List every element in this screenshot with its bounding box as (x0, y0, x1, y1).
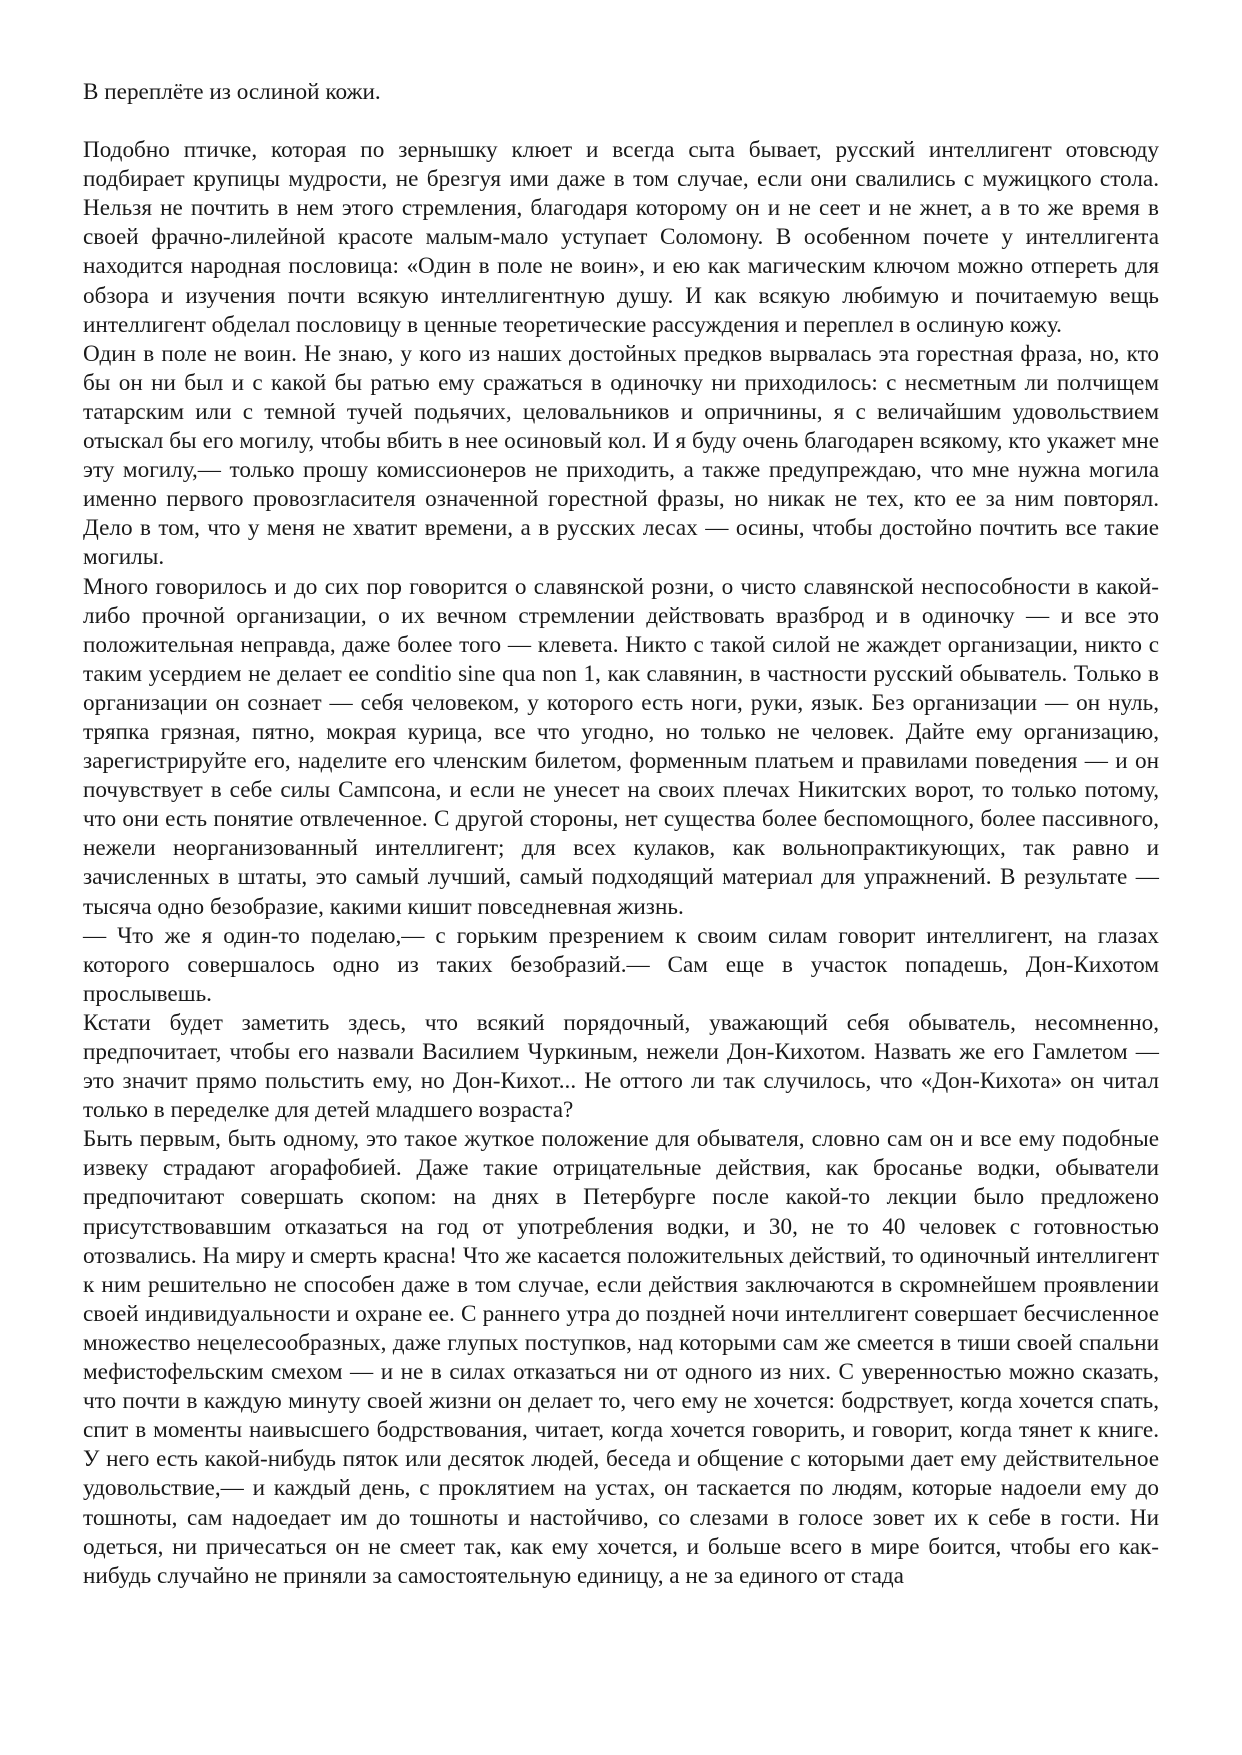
paragraph: Кстати будет заметить здесь, что всякий порядочный, уважающий себя обыватель, несомненно, предпочитает, чтобы его назвали Василием Чуркиным, нежели Дон-Кихотом. Назвать же его Гамлетом — это значит прямо польстить ему, но Дон-Кихот... Не оттого ли так случилось, что «Дон-Кихота» он читал только в переделке для детей младшего возраста? (83, 1009, 1159, 1124)
paragraph: Один в поле не воин. Не знаю, у кого из наших достойных предков вырвалась эта горестная фраза, но, кто бы он ни был и с какой бы ратью ему сражаться в одиночку ни приходилось: с несметным ли полчищем татарским или с темной тучей подьячих, целовальников и опричнины, я с величайшим удовольствием отыскал бы его могилу, чтобы вбить в нее осиновый кол. И я буду очень благодарен всякому, кто укажет мне эту могилу,— только прошу комиссионеров не приходить, а также предупреждаю, что мне нужна могила именно первого провозгласителя означенной горестной фразы, но никак не тех, кто ее за ним повторял. Дело в том, что у меня не хватит времени, а в русских лесах — осины, чтобы достойно почтить все такие могилы. (83, 340, 1159, 571)
document-page (83, 78, 1159, 1591)
document-title: В переплёте из ослиной кожи. (83, 79, 381, 105)
paragraph: Быть первым, быть одному, это такое жуткое положение для обывателя, словно сам он и все ему подобные извеку страдают агорафобией. Даже такие отрицательные действия, как бросанье водки, обыватели предпочитают совершать скопом: на днях в Петербурге после какой-то лекции было предложено присутствовавшим отказаться на год от употребления водки, и 30, не то 40 человек с готовностью отозвались. На миру и смерть красна! Что же касается положительных действий, то одиночный интеллигент к ним решительно не способен даже в том случае, если действия заключаются в скромнейшем проявлении своей индивидуальности и охране ее. С раннего утра до поздней ночи интеллигент совершает бесчисленное множество нецелесообразных, даже глупых поступков, над которыми сам же смеется в тиши своей спальни мефистофельским смехом — и не в силах отказаться ни от одного из них. С уверенностью можно сказать, что почти в каждую минуту своей жизни он делает то, чего ему не хочется: бодрствует, когда хочется спать, спит в моменты наивысшего бодрствования, читает, когда хочется говорить, и говорит, когда тянет к книге. У него есть какой-нибудь пяток или десяток людей, беседа и общение с которыми дает ему действительное удовольствие,— и каждый день, с проклятием на устах, он таскается по людям, которые надоели ему до тошноты, сам надоедает им до тошноты и настойчиво, со слезами в голосе зовет их к себе в гости. Ни одеться, ни причесаться он не смеет так, как ему хочется, и больше всего в мире боится, чтобы его как-нибудь случайно не приняли за самостоятельную единицу, а не за единого от стада (83, 1126, 1159, 1589)
paragraph: Много говорилось и до сих пор говорится о славянской розни, о чисто славянской неспособности в какой-либо прочной организации, о их вечном стремлении действовать вразброд и в одиночку — и все это положительная неправда, даже более того — клевета. Никто с такой силой не жаждет организации, никто с таким усердием не делает ее conditio sine qua non 1, как славянин, в частности русский обыватель. Только в организации он сознает — себя человеком, у которого есть ноги, руки, язык. Без организации — он нуль, тряпка грязная, пятно, мокрая курица, все что угодно, но только не человек. Дайте ему организацию, зарегистрируйте его, наделите его членским билетом, форменным платьем и правилами поведения — и он почувствует в себе силы Сампсона, и если не унесет на своих плечах Никитских ворот, то только потому, что они есть понятие отвлеченное. С другой стороны, нет существа более беспомощного, более пассивного, нежели неорганизованный интеллигент; для всех кулаков, как вольнопрактикующих, так равно и зачисленных в штаты, это самый лучший, самый подходящий материал для упражнений. В результате — тысяча одно безобразие, какими кишит повседневная жизнь. (83, 573, 1159, 920)
paragraph: — Что же я один-то поделаю,— с горьким презрением к своим силам говорит интеллигент, на глазах которого совершалось одно из таких безобразий.— Сам еще в участок попадешь, Дон-Кихотом прослывешь. (83, 922, 1159, 1007)
paragraph: Подобно птичке, которая по зернышку клюет и всегда сыта бывает, русский интеллигент отовсюду подбирает крупицы мудрости, не брезгуя ими даже в том случае, если они свалились с мужицкого стола. Нельзя не почтить в нем этого стремления, благодаря которому он и не сеет и не жнет, а в то же время в своей фрачно-лилейной красоте малым-мало уступает Соломону. В особенном почете у интеллигента находится народная пословица: «Один в поле не воин», и ею как магическим ключом можно отпереть для обзора и изучения почти всякую интеллигентную душу. И как всякую любимую и почитаемую вещь интеллигент обделал пословицу в ценные теоретические рассуждения и переплел в ослиную кожу. (83, 137, 1159, 338)
